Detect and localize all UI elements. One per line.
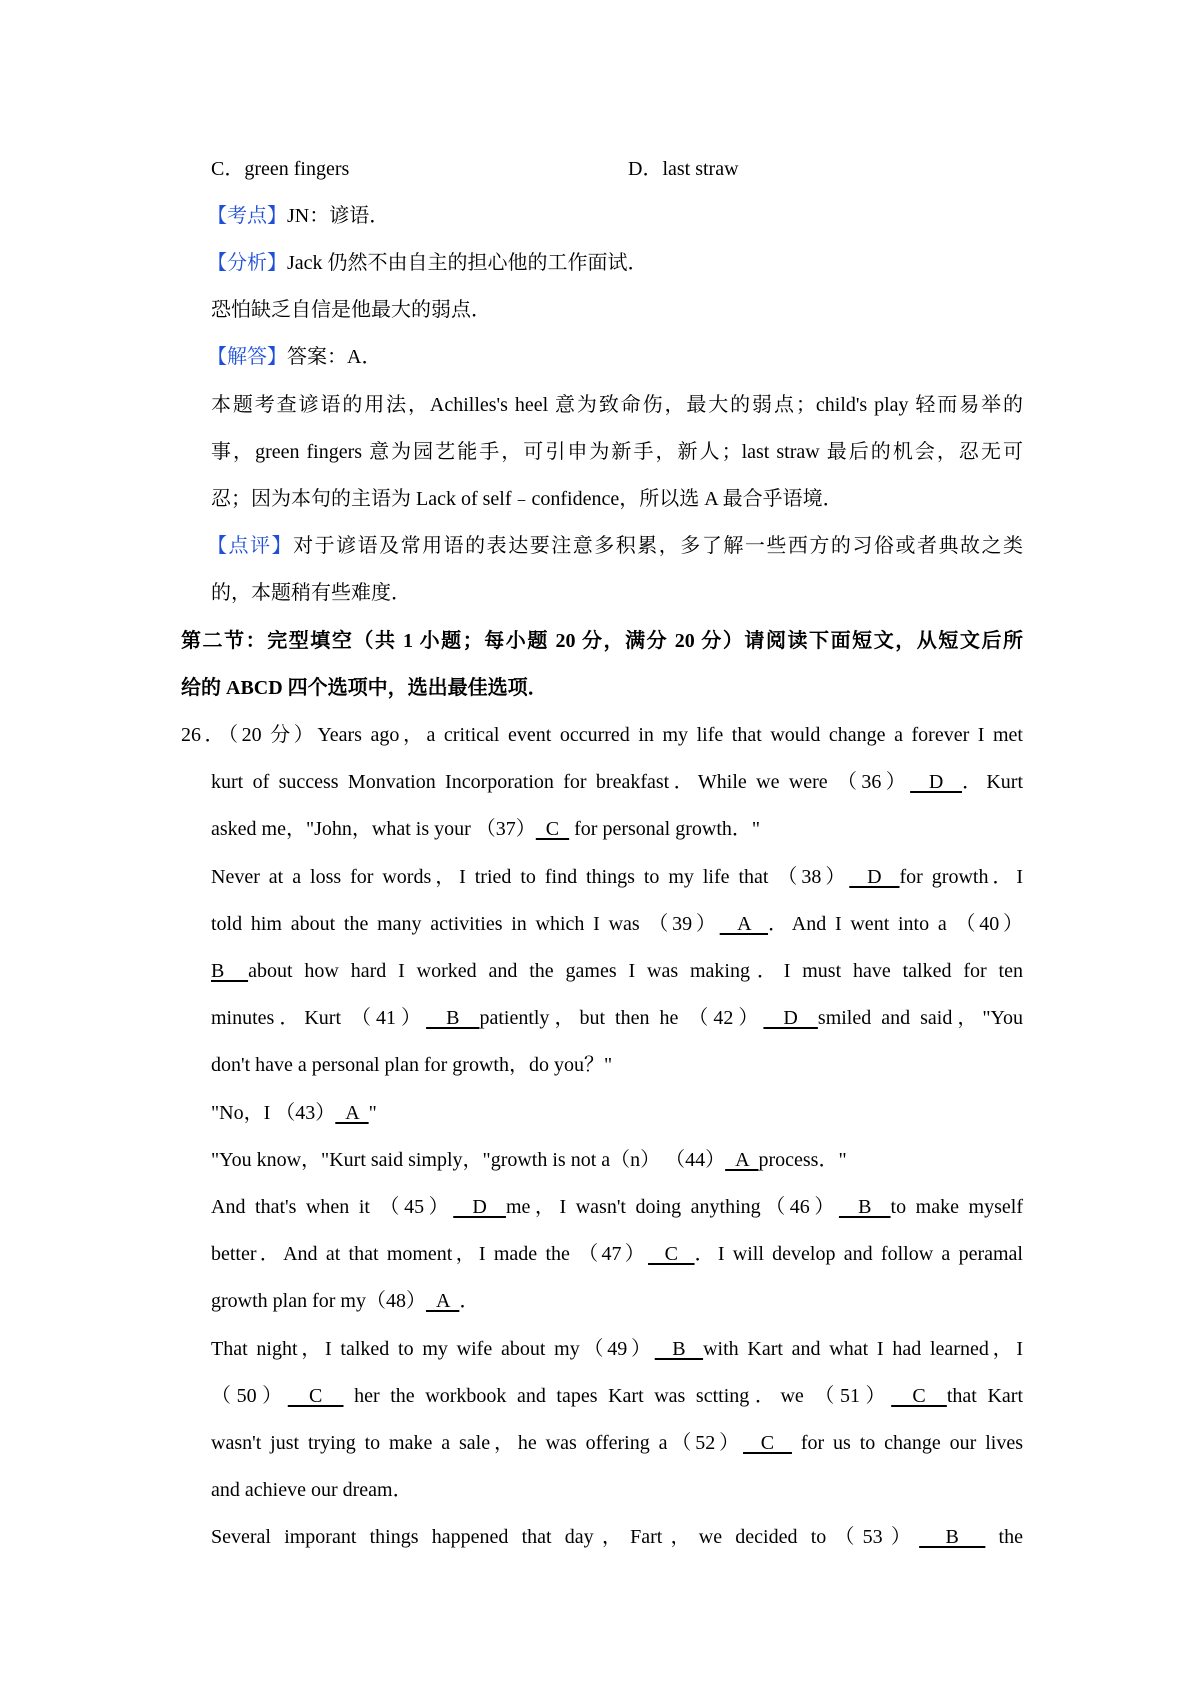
- passage-line-14: That night，I talked to my wife about my（49） B with Kart and what I had learned，I: [211, 1338, 1023, 1360]
- passage-line-15: （50） C her the workbook and tapes Kart was sctting．we （51） C that Kart: [211, 1385, 1023, 1407]
- jieda-tag: 【解答】: [207, 346, 287, 368]
- jieda-explanation-2: 事，green fingers 意为园艺能手，可引申为新手，新人；last straw 最后的机会，忍无可: [211, 441, 1023, 463]
- answer-44: A: [725, 1149, 759, 1171]
- passage-line-3: asked me，"John，what is your （37） C for personal growth．": [211, 818, 761, 840]
- passage-line-17: and achieve our dream．: [211, 1479, 413, 1501]
- passage-line-10: "You know，"Kurt said simply，"growth is not a（n） （44） A process．": [211, 1149, 847, 1171]
- passage-line-18: Several imporant things happened that day，Fart，we decided to（53） B the: [211, 1526, 1023, 1548]
- passage-line-7: minutes．Kurt （41） B patiently，but then he （42） D smiled and said，"You: [211, 1007, 1023, 1029]
- passage-line-1: 26．（20 分）Years ago，a critical event occurred in my life that would change a forever I met: [181, 724, 1023, 746]
- answer-51: C: [891, 1385, 947, 1407]
- answer-47: C: [648, 1243, 695, 1265]
- section-heading-2: 给的 ABCD 四个选项中，选出最佳选项．: [181, 677, 548, 699]
- answer-50: C: [287, 1385, 344, 1407]
- answer-39: A: [719, 913, 769, 935]
- answer-37: C: [535, 818, 570, 840]
- fenxi-tag: 【分析】: [207, 252, 287, 274]
- answer-53: B: [919, 1526, 986, 1548]
- passage-line-4: Never at a loss for words，I tried to find things to my life that （38） D for growth．I: [211, 866, 1024, 888]
- answer-38: D: [849, 866, 900, 888]
- answer-41: B: [426, 1007, 480, 1029]
- answer-45: D: [453, 1196, 506, 1218]
- passage-line-16: wasn't just trying to make a sale，he was offering a（52） C for us to change our lives: [211, 1432, 1023, 1454]
- passage-line-2: kurt of success Monvation Incorporation for breakfast．While we were （36） D ．Kurt: [211, 771, 1023, 793]
- fenxi-line-2: 恐怕缺乏自信是他最大的弱点．: [211, 299, 491, 321]
- section-heading-1: 第二节：完型填空（共 1 小题；每小题 20 分，满分 20 分）请阅读下面短文，从短文后所: [181, 630, 1023, 652]
- passage-line-6: B about how hard I worked and the games I was making．I must have talked for ten: [211, 960, 1023, 982]
- jieda-explanation-1: 本题考查谚语的用法，Achilles's heel 意为致命伤，最大的弱点；child's play 轻而易举的: [211, 394, 1023, 416]
- fenxi-line-1: 【分析】Jack 仍然不由自主的担心他的工作面试．: [207, 252, 648, 274]
- dianping-line-2: 的，本题稍有些难度．: [211, 582, 411, 604]
- kaodian-tag: 【考点】: [207, 205, 287, 227]
- answer-42: D: [763, 1007, 818, 1029]
- option-d: D．last straw: [628, 158, 739, 180]
- dianping-tag: 【点评】: [207, 535, 294, 557]
- answer-52: C: [743, 1432, 792, 1454]
- answer-40: B: [211, 960, 249, 982]
- answer-36: D: [910, 771, 962, 793]
- passage-line-5: told him about the many activities in which I was （39） A ．And I went into a （40）: [211, 913, 1023, 935]
- passage-line-11: And that's when it （45） D me，I wasn't doing anything（46） B to make myself: [211, 1196, 1023, 1218]
- jieda-line: 【解答】答案：A．: [207, 346, 382, 368]
- kaodian-line: [207, 202, 389, 232]
- answer-48: A: [425, 1290, 460, 1312]
- passage-line-12: better．And at that moment，I made the （47） C ．I will develop and follow a peramal: [211, 1243, 1023, 1265]
- passage-line-8: don't have a personal plan for growth，do you？": [211, 1054, 613, 1076]
- answer-49: B: [654, 1338, 704, 1360]
- passage-line-9: "No，I （43） A ": [211, 1102, 377, 1124]
- answer-46: B: [838, 1196, 891, 1218]
- jieda-explanation-3: 忍；因为本句的主语为 Lack of self﹣confidence，所以选 A 最合乎语境．: [211, 488, 843, 510]
- kaodian-text: JN：谚语．: [287, 205, 390, 227]
- option-c: C．green fingers: [211, 158, 350, 180]
- dianping-line-1: 【点评】对于谚语及常用语的表达要注意多积累，多了解一些西方的习俗或者典故之类: [207, 535, 1024, 557]
- passage-line-13: growth plan for my（48） A ．: [211, 1290, 480, 1312]
- answer-43: A: [335, 1102, 369, 1124]
